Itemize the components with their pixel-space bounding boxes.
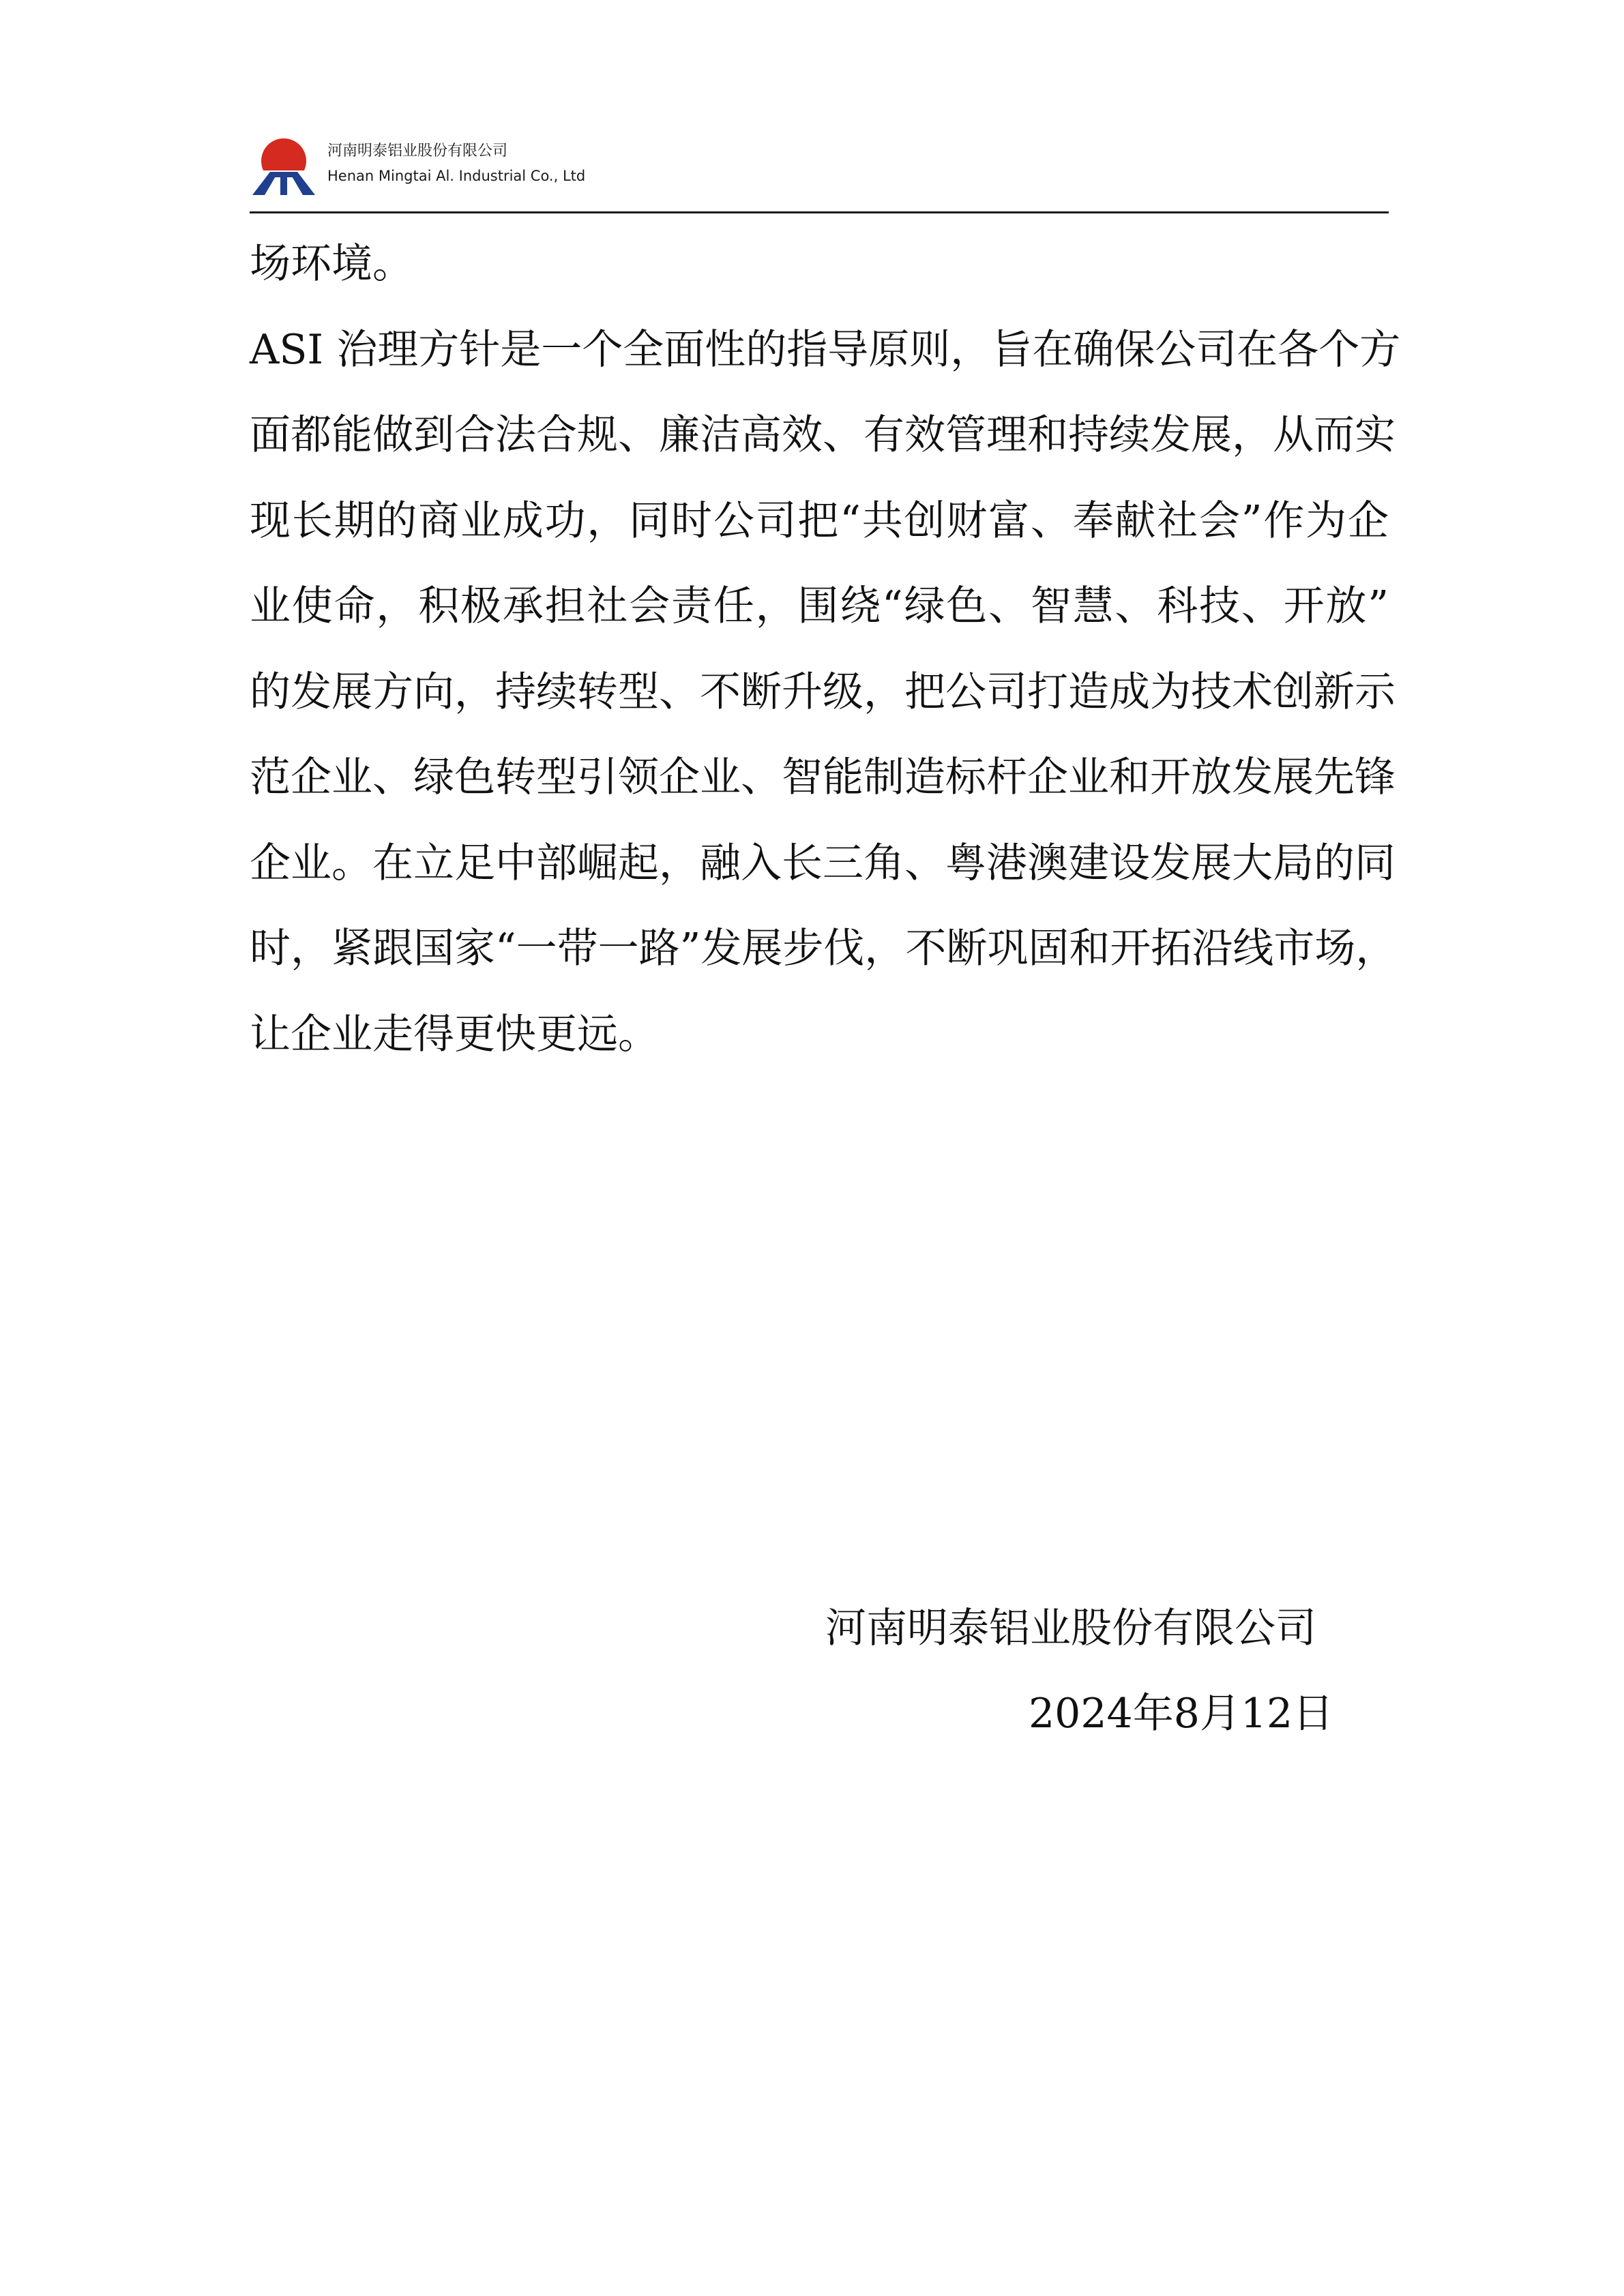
body-line: 面都能做到合法合规、廉洁高效、有效管理和持续发展，从而实: [250, 411, 1396, 459]
body-line: 的发展方向，持续转型、不断升级，把公司打造成为技术创新示: [250, 668, 1396, 716]
company-name-en: Henan Mingtai Al. Industrial Co., Ltd: [327, 168, 586, 184]
body-line: ASI 治理方针是一个全面性的指导原则，旨在确保公司在各个方: [250, 325, 1401, 374]
body-line: 现长期的商业成功，同时公司把“共创财富、奉献社会”作为企: [250, 496, 1389, 545]
body-line: 场环境。: [250, 240, 413, 288]
header-divider: [250, 211, 1389, 213]
body-line: 让企业走得更快更远。: [250, 1010, 659, 1058]
mingtai-logo-icon: [250, 138, 318, 196]
letterhead: [250, 130, 1389, 211]
body-line: 企业。在立足中部崛起，融入长三角、粤港澳建设发展大局的同: [250, 839, 1396, 887]
signature-company: 河南明泰铝业股份有限公司: [825, 1605, 1316, 1652]
body-line: 时，紧跟国家“一带一路”发展步伐，不断巩固和开拓沿线市场，: [250, 925, 1397, 972]
body-paragraph: [250, 222, 1401, 1077]
company-name-cn: 河南明泰铝业股份有限公司: [327, 143, 508, 160]
body-line: 范企业、绿色转型引领企业、智能制造标杆企业和开放发展先锋: [250, 754, 1396, 801]
signature-date: 2024年8月12日: [1029, 1690, 1334, 1738]
body-line: 业使命，积极承担社会责任，围绕“绿色、智慧、科技、开放”: [250, 582, 1389, 630]
